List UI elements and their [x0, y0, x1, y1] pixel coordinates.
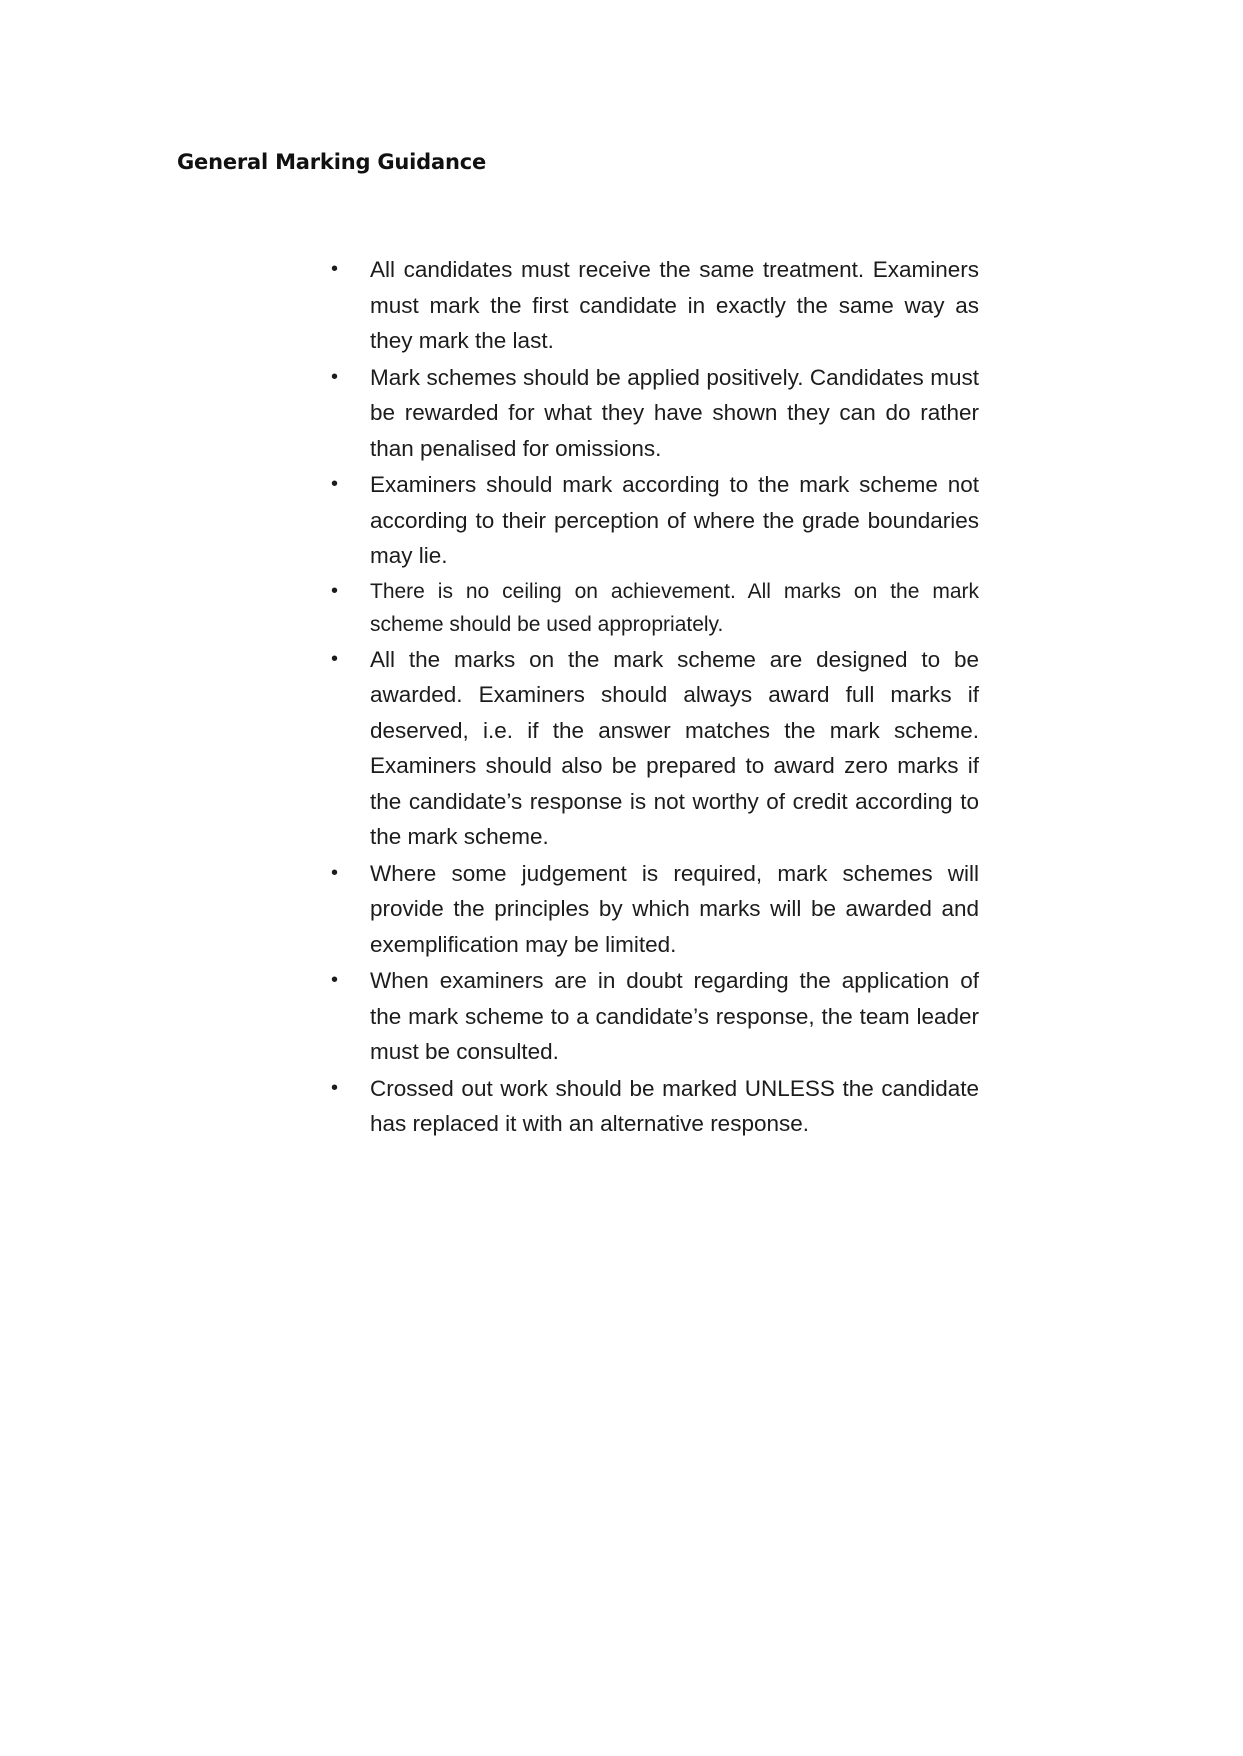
list-item	[331, 642, 979, 855]
list-item	[331, 856, 979, 963]
bullet-icon: •	[331, 969, 339, 991]
bullet-icon: •	[331, 1076, 339, 1099]
page-heading: General Marking Guidance	[177, 150, 487, 174]
guidance-list	[331, 252, 979, 1143]
bullet-icon: •	[331, 473, 339, 495]
list-item	[331, 575, 979, 641]
list-item	[331, 360, 979, 467]
list-item-text: Crossed out work should be marked UNLESS the candidate has replaced it with an alternative response.	[370, 1075, 979, 1136]
list-item-text: Mark schemes should be applied positively. Candidates must be rewarded for what they have shown they can do rather than penalised for omissions.	[370, 364, 979, 461]
list-item	[331, 1071, 979, 1142]
list-item	[331, 963, 979, 1070]
list-item-text: All candidates must receive the same treatment. Examiners must mark the first candidate in exactly the same way as they mark the last.	[370, 257, 979, 353]
list-item	[331, 252, 979, 359]
bullet-icon: •	[331, 365, 339, 388]
bullet-icon: •	[331, 258, 339, 280]
bullet-icon: •	[331, 861, 339, 884]
list-item-text: Where some judgement is required, mark schemes will provide the principles by which marks will be awarded and exemplification may be limited.	[370, 860, 979, 957]
list-item-text: Examiners should mark according to the mark scheme not according to their perception of where the grade boundaries may lie.	[370, 472, 979, 568]
list-item-text: There is no ceiling on achievement. All marks on the mark scheme should be used appropriately.	[370, 579, 979, 636]
list-item-text: When examiners are in doubt regarding the application of the mark scheme to a candidate’s response, the team leader must be consulted.	[370, 968, 979, 1064]
bullet-icon: •	[331, 647, 339, 670]
bullet-icon: •	[331, 579, 339, 602]
list-item-text: All the marks on the mark scheme are designed to be awarded. Examiners should always award full marks if deserved, i.e. if the answer matches the mark scheme. Examiners should also be prepared to award zero marks if the candidate’s response is not worthy of credit according to the mark scheme.	[370, 646, 979, 849]
list-item	[331, 467, 979, 574]
